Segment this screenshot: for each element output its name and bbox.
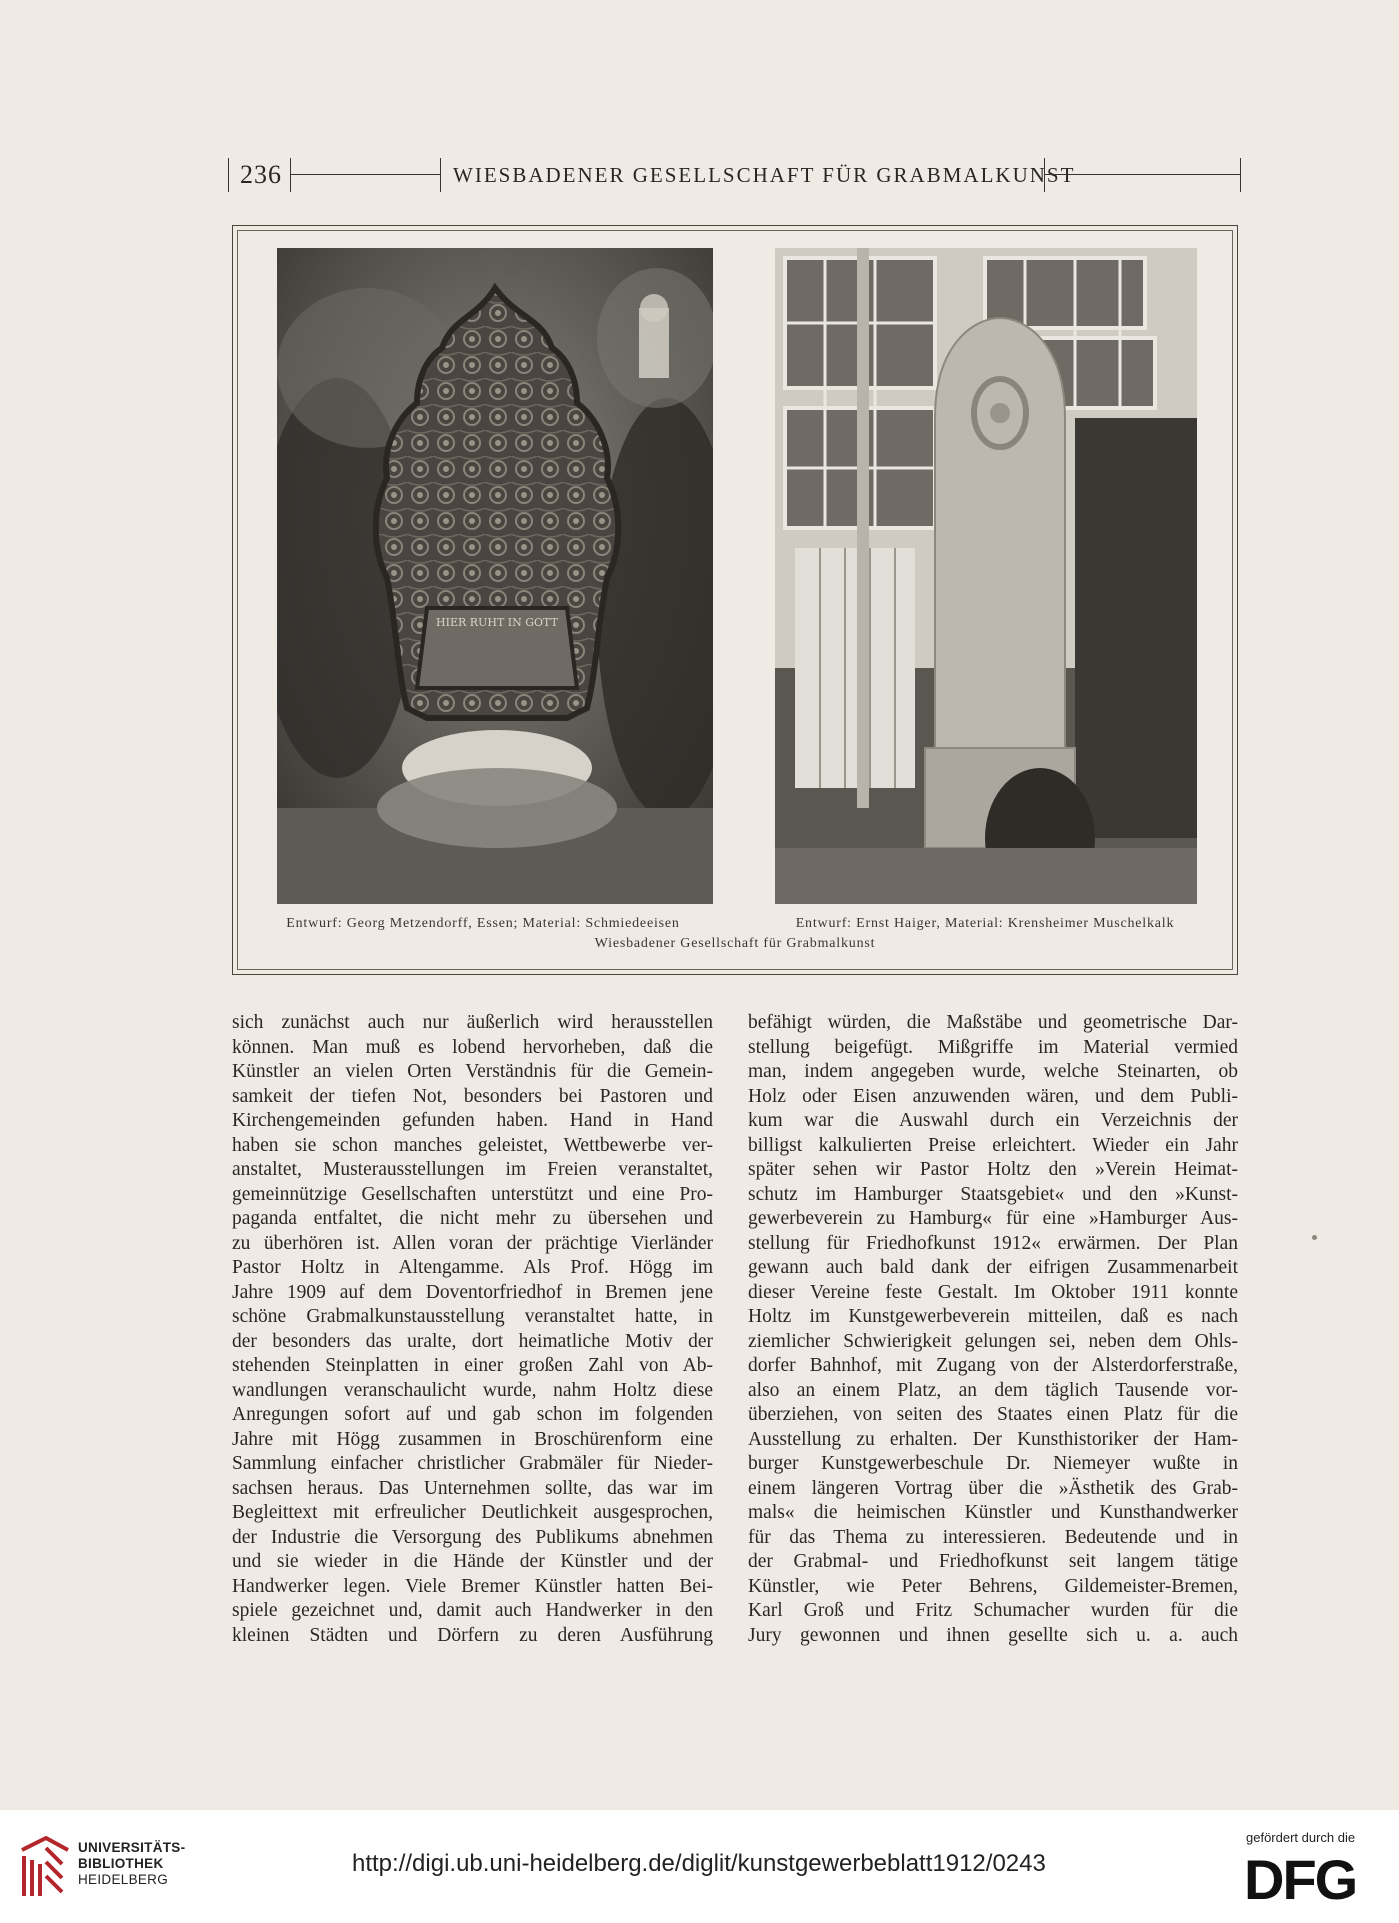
text-line: Ausstellung zu erhalten. Der Kunsthistoriker der Ham-	[748, 1428, 1238, 1450]
text-line: kum war die Auswahl durch ein Verzeichnis der	[748, 1110, 1238, 1131]
caption-right: Entwurf: Ernst Haiger, Material: Krensheimer Muschelkalk	[795, 916, 1175, 931]
stone-grave-stele-photo	[775, 248, 1197, 904]
digitization-footer	[0, 1810, 1399, 1923]
text-line: Sammlung einfacher christlicher Grabmäler für Nieder-	[232, 1453, 713, 1474]
header-rule-title-left	[440, 158, 441, 192]
text-line: befähigt würden, die Maßstäbe und geometrische Dar-	[748, 1012, 1238, 1033]
header-rule-pagenum	[290, 158, 291, 192]
header-rule-right	[1240, 158, 1241, 192]
permalink-url[interactable]: http://digi.ub.uni-heidelberg.de/diglit/kunstgewerbeblatt1912/0243	[352, 1850, 1046, 1877]
text-line: wandlungen veranschaulicht wurde, nahm Holtz diese	[232, 1379, 713, 1401]
text-line: mals« die heimischen Künstler und Kunsthandwerker	[748, 1502, 1238, 1523]
text-line: also an einem Platz, an dem täglich Tausende vor-	[748, 1379, 1238, 1401]
text-line: und sie wieder in die Hände der Künstler und der	[232, 1551, 713, 1572]
library-name-line2: BIBLIOTHEK	[78, 1856, 164, 1871]
text-line: für das Thema zu interessieren. Bedeutende und in	[748, 1526, 1238, 1548]
text-line: haben sie schon manches geleistet, Wettbewerbe ver-	[232, 1134, 713, 1156]
text-line: samkeit der tiefen Not, besonders bei Pastoren und	[232, 1085, 713, 1107]
text-line: Kirchengemeinden gefunden haben. Hand in Hand	[232, 1110, 713, 1131]
text-line: dorfer Bahnhof, mit Zugang von der Alsterdorferstraße,	[748, 1355, 1238, 1376]
text-line: gewerbeverein zu Hamburg« für eine »Hamburger Aus-	[748, 1208, 1238, 1229]
header-rule-title-right	[1044, 158, 1045, 192]
text-line: ziemlicher Schwierigkeit gelungen sei, neben dem Ohls-	[748, 1330, 1238, 1352]
text-line: der Grabmal- und Friedhofkunst seit langem tätige	[748, 1551, 1238, 1572]
text-line: Künstler, wie Peter Behrens, Gildemeister-Bremen,	[748, 1575, 1238, 1597]
text-line: Jahre 1909 auf dem Doventorfriedhof in Bremen jene	[232, 1281, 713, 1303]
photo-stone-stele	[775, 248, 1197, 904]
header-line-right	[1044, 174, 1240, 175]
text-line: können. Man muß es lobend hervorheben, daß die	[232, 1036, 713, 1058]
caption-credit: Wiesbadener Gesellschaft für Grabmalkunst	[594, 936, 876, 951]
text-line: anstaltet, Musterausstellungen im Freien veranstaltet,	[232, 1159, 713, 1180]
text-line: Begleittext mit erfreulicher Deutlichkeit ausgesprochen,	[232, 1502, 713, 1523]
text-line: Pastor Holtz in Altengamme. Als Prof. Högg im	[232, 1257, 713, 1278]
photo-wrought-iron-marker	[277, 248, 713, 904]
marker-inscription: HIER RUHT IN GOTT	[436, 616, 558, 629]
text-line: zu überhören ist. Allen voran der prächtige Vierländer	[232, 1232, 713, 1254]
university-library-logo-icon	[18, 1836, 72, 1900]
scan-speck	[1312, 1235, 1317, 1240]
text-line: Holz oder Eisen anzuwenden wären, und dem Publi-	[748, 1085, 1238, 1107]
text-line: einem längeren Vortrag über die »Ästhetik des Grab-	[748, 1477, 1238, 1499]
text-line: schöne Grabmalkunstausstellung veranstaltet hatte, in	[232, 1306, 713, 1327]
text-line: Holtz im Kunstgewerbeverein mitteilen, daß es nach	[748, 1306, 1238, 1327]
library-name	[78, 1840, 185, 1888]
text-line: der besonders das uralte, dort heimatliche Motiv der	[232, 1330, 713, 1352]
text-line: sachsen heraus. Das Unternehmen sollte, das war im	[232, 1477, 713, 1499]
text-line: stellung für Friedhofkunst 1912« erwärmen. Der Plan	[748, 1232, 1238, 1254]
text-line: gemeinnützige Gesellschaften unterstützt und eine Pro-	[232, 1183, 713, 1205]
text-line: dieser Vereine feste Gestalt. Im Oktober 1911 konnte	[748, 1281, 1238, 1303]
library-name-line3: HEIDELBERG	[78, 1872, 169, 1887]
text-line: überziehen, von seiten des Staates einen Platz für die	[748, 1404, 1238, 1425]
figure-plate	[232, 225, 1238, 975]
text-line: sich zunächst auch nur äußerlich wird herausstellen	[232, 1012, 713, 1033]
text-column-right	[748, 1011, 1238, 1648]
dfg-logo: DFG	[1244, 1848, 1357, 1911]
caption-left: Entwurf: Georg Metzendorff, Essen; Material: Schmiedeeisen	[286, 916, 680, 931]
text-line: Karl Groß und Fritz Schumacher wurden für die	[748, 1600, 1238, 1621]
text-line: stehenden Steinplatten in einer großen Zahl von Ab-	[232, 1355, 713, 1376]
text-line: später sehen wir Pastor Holtz den »Verein Heimat-	[748, 1159, 1238, 1180]
text-line: Handwerker legen. Viele Bremer Künstler hatten Bei-	[232, 1575, 713, 1597]
text-line: schutz im Hamburger Staatsgebiet« und den »Kunst-	[748, 1183, 1238, 1205]
text-line: Künstler an vielen Orten Verständnis für die Gemein-	[232, 1061, 713, 1082]
text-line: man, indem angegeben wurde, welche Steinarten, ob	[748, 1061, 1238, 1082]
text-line: spiele gezeichnet und, damit auch Handwerker in den	[232, 1600, 713, 1621]
running-title: WIESBADENER GESELLSCHAFT FÜR GRABMALKUNST	[453, 163, 1076, 187]
text-column-left	[232, 1011, 713, 1648]
text-line: burger Kunstgewerbeschule Dr. Niemeyer wußte in	[748, 1453, 1238, 1474]
text-line: paganda entfaltet, die nicht mehr zu übersehen und	[232, 1208, 713, 1229]
library-name-line1: UNIVERSITÄTS-	[78, 1840, 186, 1855]
text-line: Anregungen sofort auf und gab schon im folgenden	[232, 1404, 713, 1425]
page-number: 236	[240, 160, 282, 189]
text-line: gewann auch bald dank der eifrigen Zusammenarbeit	[748, 1257, 1238, 1278]
header-rule-left	[228, 158, 229, 192]
sponsor-label: gefördert durch die	[1246, 1830, 1356, 1845]
text-line: billigst kalkulierten Preise erleichtert. Wieder ein Jahr	[748, 1134, 1238, 1156]
header-line-left	[290, 174, 440, 175]
text-line: Jury gewonnen und ihnen gesellte sich u. a. auch	[748, 1624, 1238, 1646]
text-line: kleinen Städten und Dörfern zu deren Ausführung	[232, 1624, 713, 1646]
text-line: Jahre mit Högg zusammen in Broschürenform eine	[232, 1428, 713, 1450]
text-line: der Industrie die Versorgung des Publikums abnehmen	[232, 1526, 713, 1548]
wrought-iron-grave-marker-photo	[277, 248, 713, 904]
text-line: stellung beigefügt. Mißgriffe im Material vermied	[748, 1036, 1238, 1058]
running-header	[228, 156, 1240, 194]
